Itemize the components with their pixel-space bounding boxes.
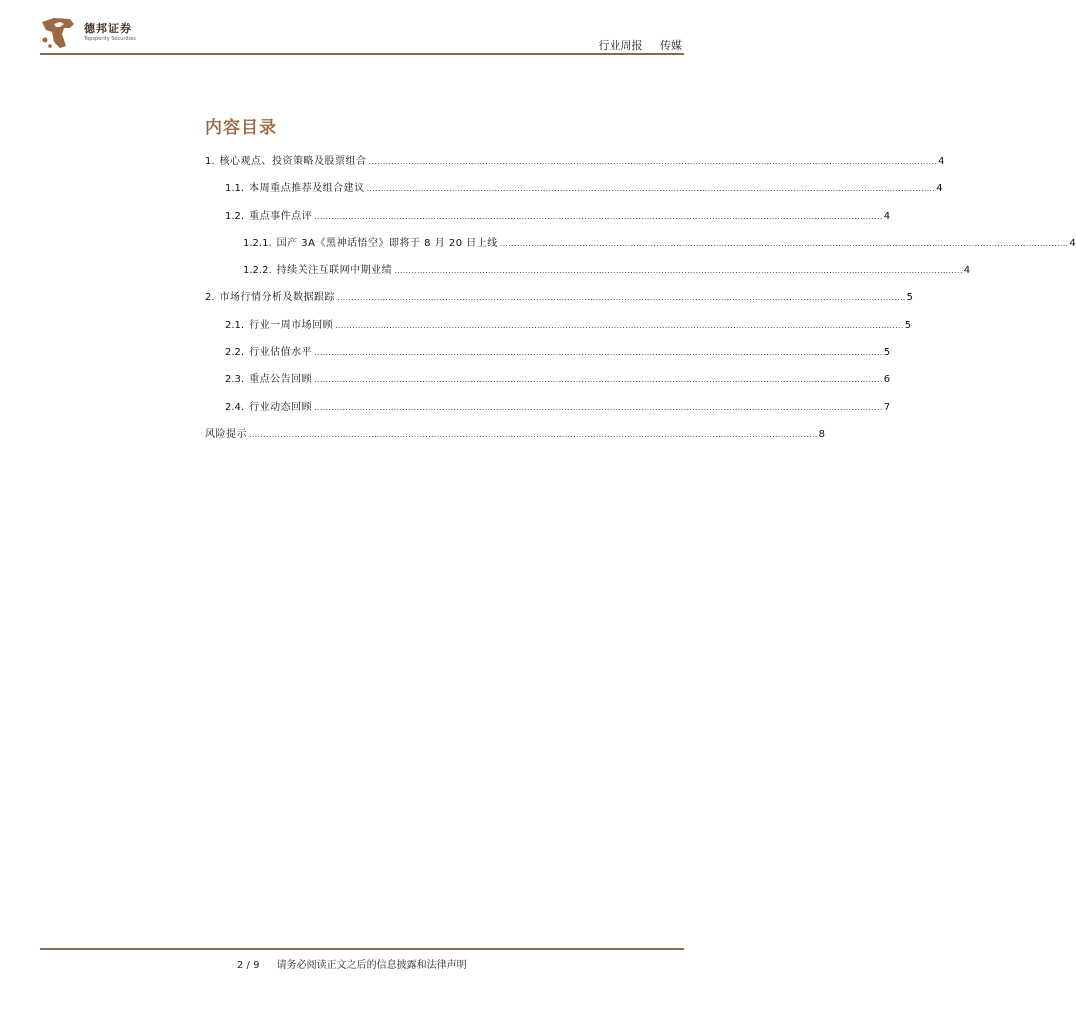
toc-entry-page: 5 bbox=[883, 347, 891, 359]
toc-leader-dots: ........................................................................................................................................................................................................ bbox=[335, 320, 904, 330]
toc-entry-page: 8 bbox=[818, 428, 825, 440]
toc-leader-dots: ........................................................................................................................................................................................................ bbox=[394, 266, 963, 276]
page-indicator: 2 / 9 bbox=[237, 960, 260, 971]
toc-entry-title: 重点事件点评 bbox=[249, 210, 313, 222]
toc-entry[interactable] bbox=[205, 366, 891, 393]
toc-entry[interactable] bbox=[205, 148, 945, 175]
toc-entry-number: 2.3. bbox=[225, 374, 245, 386]
toc-entry-title: 持续关注互联网中期业绩 bbox=[276, 265, 393, 277]
toc-entry-page: 4 bbox=[963, 265, 971, 277]
legal-disclaimer: 请务必阅读正文之后的信息披露和法律声明 bbox=[276, 960, 467, 971]
toc-entry-number: 2.1. bbox=[225, 319, 245, 331]
report-type-label: 行业周报 bbox=[598, 39, 643, 52]
toc-leader-dots: ........................................................................................................................................................................................................ bbox=[249, 429, 818, 439]
toc-entry-page: 5 bbox=[906, 292, 914, 304]
toc-entry-number: 2. bbox=[205, 292, 215, 304]
toc-entry-page: 4 bbox=[1069, 237, 1076, 249]
toc-entry-title: 本周重点推荐及组合建议 bbox=[249, 183, 365, 195]
header-divider bbox=[40, 53, 684, 55]
toc-entry[interactable] bbox=[205, 175, 943, 202]
toc-entry-title: 重点公告回顾 bbox=[249, 374, 313, 386]
toc-leader-dots: ........................................................................................................................................................................................................ bbox=[314, 348, 883, 358]
toc-entry[interactable] bbox=[205, 230, 1076, 257]
toc-entry-title: 市场行情分析及数据跟踪 bbox=[219, 292, 336, 304]
toc-entry-title: 国产 3A《黑神话悟空》即将于 8 月 20 日上线 bbox=[276, 237, 498, 249]
toc-entry-number: 1.2. bbox=[225, 210, 245, 222]
toc-entry[interactable] bbox=[205, 394, 891, 421]
toc-entry-page: 4 bbox=[936, 183, 943, 195]
toc-entry-page: 4 bbox=[883, 210, 891, 222]
toc-entry-page: 6 bbox=[883, 374, 891, 386]
toc-entry-number: 1.2.1. bbox=[243, 237, 272, 249]
company-logo bbox=[40, 16, 150, 50]
toc-title: 内容目录 bbox=[205, 118, 277, 138]
toc-entry-page: 5 bbox=[904, 319, 912, 331]
report-category bbox=[599, 37, 683, 53]
toc-leader-dots: ........................................................................................................................................................................................................ bbox=[337, 293, 906, 303]
toc-entry-number: 2.2. bbox=[225, 347, 245, 359]
toc-entry-page: 4 bbox=[938, 156, 945, 167]
toc-entry-number: 1. bbox=[205, 156, 215, 167]
toc-entry[interactable] bbox=[205, 203, 891, 230]
toc-entry-number: 1.2.2. bbox=[243, 265, 272, 277]
logo-chinese-name: 德邦证券 bbox=[84, 22, 132, 35]
toc-entry-page: 7 bbox=[883, 401, 891, 413]
toc-entry-title: 行业动态回顾 bbox=[249, 401, 313, 413]
toc-leader-dots: ........................................................................................................................................................................................................ bbox=[368, 157, 938, 166]
toc-list bbox=[205, 148, 1076, 448]
toc-entry-title: 行业一周市场回顾 bbox=[249, 319, 334, 331]
logo-english-name: Topsperity Securities bbox=[84, 36, 136, 42]
toc-entry[interactable] bbox=[205, 312, 912, 339]
toc-entry[interactable] bbox=[205, 284, 914, 311]
toc-entry[interactable] bbox=[205, 257, 971, 284]
toc-leader-dots: ........................................................................................................................................................................................................ bbox=[314, 402, 883, 412]
toc-entry-title: 风险提示 bbox=[205, 428, 247, 440]
sector-label: 传媒 bbox=[660, 39, 682, 52]
logo-mark-icon bbox=[40, 16, 76, 50]
toc-leader-dots: ........................................................................................................................................................................................................ bbox=[314, 211, 883, 221]
toc-leader-dots: ........................................................................................................................................................................................................ bbox=[314, 375, 883, 385]
toc-entry-number: 2.4. bbox=[225, 401, 245, 413]
toc-entry-number: 1.1. bbox=[225, 183, 245, 195]
footer bbox=[237, 956, 467, 971]
toc-leader-dots: ........................................................................................................................................................................................................ bbox=[499, 238, 1069, 248]
toc-entry-title: 行业估值水平 bbox=[249, 347, 313, 359]
toc-entry[interactable] bbox=[205, 421, 825, 448]
toc-leader-dots: ........................................................................................................................................................................................................ bbox=[366, 184, 936, 194]
footer-divider bbox=[40, 948, 684, 950]
toc-entry-title: 核心观点、投资策略及股票组合 bbox=[219, 156, 367, 167]
toc-entry[interactable] bbox=[205, 339, 891, 366]
